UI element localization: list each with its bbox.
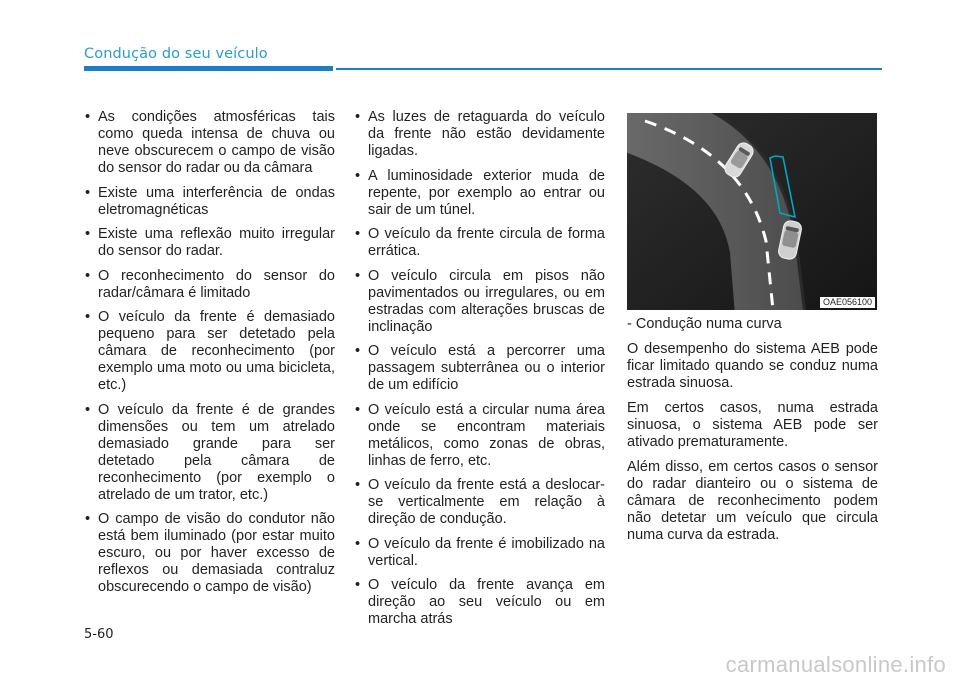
- paragraph: Além disso, em certos casos o sensor do radar dianteiro ou o sistema de câmara de reconhecimento podem não detetar um veículo que circula numa curva da estrada.: [627, 459, 878, 543]
- header-rule-thin: [336, 68, 882, 70]
- curve-illustration: [627, 113, 877, 310]
- curve-subheading: - Condução numa curva: [627, 316, 782, 332]
- bullet-icon: •: [355, 477, 361, 493]
- bullet-icon: •: [355, 267, 361, 284]
- list-item: • As condições atmosféricas tais como queda intensa de chuva ou neve obscurecem o campo de visão do sensor do radar ou da câmara: [85, 109, 335, 176]
- bullet-icon: •: [355, 167, 361, 184]
- curve-description: [627, 316, 878, 552]
- conditions-list-column-1: [84, 109, 335, 604]
- bullet-icon: •: [85, 226, 91, 242]
- list-item: • Existe uma interferência de ondas eletromagnéticas: [85, 184, 335, 218]
- bullet-icon: •: [355, 577, 361, 593]
- list-item: • O campo de visão do condutor não está bem iluminado (por estar muito escuro, ou por haver excesso de reflexos ou demasiada contraluz obscurecendo o campo de visão): [85, 511, 335, 595]
- list-item: • O veículo da frente circula de forma errática.: [355, 226, 605, 259]
- conditions-list-column-2: [354, 109, 605, 636]
- list-item: • O veículo circula em pisos não pavimentados ou irregulares, ou em estradas com alterações bruscas de inclinação: [355, 267, 605, 335]
- bullet-icon: •: [85, 401, 91, 418]
- watermark: carmanualsonline.info: [725, 652, 946, 677]
- bullet-icon: •: [355, 535, 361, 552]
- list-item: • O veículo da frente está a deslocar-se verticalmente em relação à direção de condução.: [355, 477, 605, 527]
- list-item: • O reconhecimento do sensor do radar/câmara é limitado: [85, 267, 335, 301]
- paragraph: O desempenho do sistema AEB pode ficar limitado quando se conduz numa estrada sinuosa.: [627, 341, 878, 391]
- curved-road-illustration: [627, 113, 877, 310]
- bullet-icon: •: [85, 109, 91, 125]
- bullet-icon: •: [85, 267, 91, 284]
- bullet-icon: •: [85, 309, 91, 325]
- list-item: • O veículo está a circular numa área onde se encontram materiais metálicos, como zonas de obras, linhas de ferro, etc.: [355, 401, 605, 469]
- bullet-icon: •: [355, 109, 361, 125]
- bullet-icon: •: [355, 401, 361, 418]
- paragraph: Em certos casos, numa estrada sinuosa, o sistema AEB pode ser ativado prematuramente.: [627, 400, 878, 450]
- list-item: • Existe uma reflexão muito irregular do sensor do radar.: [85, 226, 335, 259]
- section-title: Condução do seu veículo: [84, 46, 268, 62]
- list-item: • O veículo da frente é demasiado pequeno para ser detetado pela câmara de reconhecimento (por exemplo uma moto ou uma bicicleta, etc.): [85, 309, 335, 393]
- bullet-icon: •: [85, 511, 91, 527]
- list-item: • O veículo da frente é imobilizado na vertical.: [355, 535, 605, 569]
- header-rule-thick: [84, 66, 333, 71]
- list-item: • As luzes de retaguarda do veículo da frente não estão devidamente ligadas.: [355, 109, 605, 159]
- list-item: • A luminosidade exterior muda de repente, por exemplo ao entrar ou sair de um túnel.: [355, 167, 605, 218]
- figure-code: OAE056100: [820, 297, 875, 308]
- page-number: 5-60: [84, 627, 114, 642]
- bullet-icon: •: [85, 184, 91, 201]
- list-item: • O veículo está a percorrer uma passagem subterrânea ou o interior de um edifício: [355, 343, 605, 393]
- bullet-icon: •: [355, 226, 361, 242]
- bullet-icon: •: [355, 343, 361, 359]
- list-item: • O veículo da frente avança em direção ao seu veículo ou em marcha atrás: [355, 577, 605, 627]
- list-item: • O veículo da frente é de grandes dimensões ou tem um atrelado demasiado grande para ser detetado pela câmara de reconhecimento (por exemplo o atrelado de um trator, etc.): [85, 401, 335, 503]
